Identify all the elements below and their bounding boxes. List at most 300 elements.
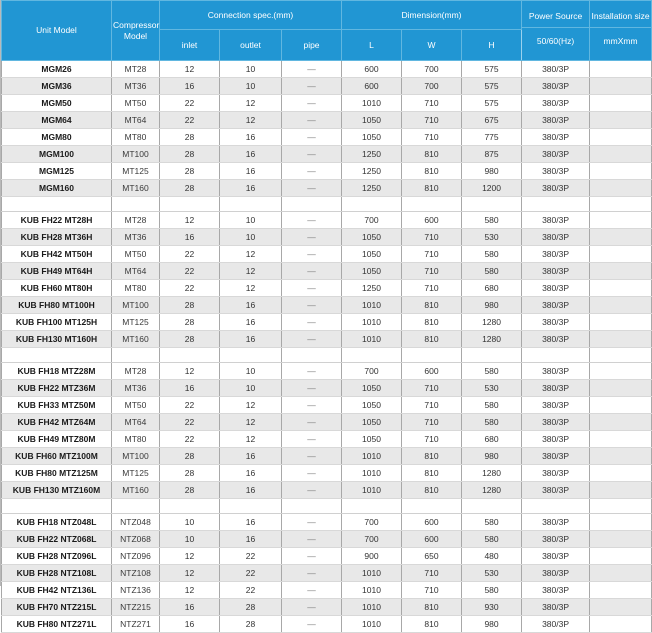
cell-W: 600 [402, 363, 462, 380]
cell-model: MGM36 [2, 78, 112, 95]
cell-H: 580 [462, 263, 522, 280]
cell-H: 530 [462, 380, 522, 397]
cell-H: 580 [462, 397, 522, 414]
cell-outlet: 28 [220, 616, 282, 633]
cell-install [590, 582, 652, 599]
cell-install [590, 129, 652, 146]
separator-cell [282, 348, 342, 363]
cell-W: 700 [402, 78, 462, 95]
header-frequency: 50/60(Hz) [536, 36, 575, 46]
table-row [2, 263, 652, 280]
cell-model: KUB FH100 MT125H [2, 314, 112, 331]
cell-H: 580 [462, 514, 522, 531]
cell-outlet: 16 [220, 297, 282, 314]
cell-pipe: — [282, 397, 342, 414]
cell-pipe: — [282, 180, 342, 197]
unit-specification-table [1, 0, 652, 633]
cell-install [590, 146, 652, 163]
cell-inlet: 28 [160, 129, 220, 146]
cell-compressor: MT100 [112, 146, 160, 163]
cell-model: MGM80 [2, 129, 112, 146]
table-row [2, 78, 652, 95]
cell-install [590, 61, 652, 78]
cell-compressor: MT64 [112, 112, 160, 129]
cell-compressor: MT36 [112, 380, 160, 397]
table-row [2, 548, 652, 565]
cell-W: 710 [402, 397, 462, 414]
cell-compressor: MT50 [112, 95, 160, 112]
table-row [2, 616, 652, 633]
cell-power: 380/3P [522, 229, 590, 246]
table-row [2, 531, 652, 548]
cell-W: 710 [402, 414, 462, 431]
cell-power: 380/3P [522, 129, 590, 146]
cell-outlet: 10 [220, 78, 282, 95]
cell-L: 1010 [342, 465, 402, 482]
cell-inlet: 28 [160, 331, 220, 348]
cell-inlet: 22 [160, 280, 220, 297]
separator-cell [160, 197, 220, 212]
cell-power: 380/3P [522, 582, 590, 599]
cell-W: 710 [402, 280, 462, 297]
cell-outlet: 16 [220, 129, 282, 146]
separator-cell [402, 348, 462, 363]
cell-L: 1050 [342, 112, 402, 129]
cell-outlet: 16 [220, 482, 282, 499]
table-row [2, 229, 652, 246]
cell-outlet: 16 [220, 531, 282, 548]
cell-W: 650 [402, 548, 462, 565]
table-row [2, 431, 652, 448]
cell-power: 380/3P [522, 297, 590, 314]
table-row [2, 280, 652, 297]
cell-H: 575 [462, 61, 522, 78]
cell-W: 810 [402, 163, 462, 180]
cell-pipe: — [282, 95, 342, 112]
cell-model: KUB FH42 MTZ64M [2, 414, 112, 431]
cell-model: KUB FH60 MT80H [2, 280, 112, 297]
header-dimension: Dimension(mm) [342, 1, 522, 30]
cell-L: 1250 [342, 280, 402, 297]
cell-power: 380/3P [522, 548, 590, 565]
header-height: H [462, 30, 522, 61]
cell-H: 675 [462, 112, 522, 129]
cell-power: 380/3P [522, 565, 590, 582]
cell-pipe: — [282, 465, 342, 482]
cell-W: 710 [402, 263, 462, 280]
cell-H: 530 [462, 229, 522, 246]
header-length: L [342, 30, 402, 61]
cell-install [590, 297, 652, 314]
cell-model: MGM64 [2, 112, 112, 129]
cell-install [590, 548, 652, 565]
cell-inlet: 22 [160, 112, 220, 129]
cell-inlet: 28 [160, 297, 220, 314]
cell-model: KUB FH80 NTZ271L [2, 616, 112, 633]
cell-model: KUB FH28 NTZ108L [2, 565, 112, 582]
cell-L: 1050 [342, 431, 402, 448]
cell-compressor: NTZ048 [112, 514, 160, 531]
cell-outlet: 10 [220, 229, 282, 246]
cell-outlet: 22 [220, 582, 282, 599]
cell-compressor: MT36 [112, 78, 160, 95]
cell-pipe: — [282, 565, 342, 582]
cell-pipe: — [282, 414, 342, 431]
separator-cell [462, 348, 522, 363]
cell-compressor: NTZ068 [112, 531, 160, 548]
cell-compressor: MT160 [112, 331, 160, 348]
cell-inlet: 22 [160, 431, 220, 448]
cell-install [590, 565, 652, 582]
cell-outlet: 16 [220, 514, 282, 531]
cell-pipe: — [282, 448, 342, 465]
cell-compressor: NTZ108 [112, 565, 160, 582]
cell-pipe: — [282, 482, 342, 499]
cell-W: 810 [402, 331, 462, 348]
table-row [2, 380, 652, 397]
cell-L: 1050 [342, 263, 402, 280]
header-installation-size-title: Installation size [590, 5, 651, 28]
cell-pipe: — [282, 146, 342, 163]
cell-H: 1200 [462, 180, 522, 197]
cell-W: 700 [402, 61, 462, 78]
cell-power: 380/3P [522, 95, 590, 112]
table-row [2, 180, 652, 197]
block-separator-row [2, 197, 652, 212]
cell-compressor: NTZ136 [112, 582, 160, 599]
cell-inlet: 16 [160, 229, 220, 246]
cell-model: KUB FH80 MTZ125M [2, 465, 112, 482]
cell-model: KUB FH28 NTZ096L [2, 548, 112, 565]
cell-model: KUB FH18 NTZ048L [2, 514, 112, 531]
separator-cell [522, 197, 590, 212]
cell-power: 380/3P [522, 465, 590, 482]
cell-install [590, 163, 652, 180]
separator-cell [2, 499, 112, 514]
table-row [2, 163, 652, 180]
cell-H: 680 [462, 431, 522, 448]
cell-H: 580 [462, 246, 522, 263]
separator-cell [220, 348, 282, 363]
cell-H: 980 [462, 448, 522, 465]
cell-L: 1250 [342, 163, 402, 180]
cell-power: 380/3P [522, 78, 590, 95]
cell-inlet: 22 [160, 414, 220, 431]
cell-H: 775 [462, 129, 522, 146]
cell-compressor: MT100 [112, 297, 160, 314]
cell-power: 380/3P [522, 146, 590, 163]
cell-power: 380/3P [522, 61, 590, 78]
cell-L: 900 [342, 548, 402, 565]
cell-pipe: — [282, 380, 342, 397]
table-row [2, 565, 652, 582]
cell-outlet: 22 [220, 548, 282, 565]
separator-cell [220, 499, 282, 514]
cell-inlet: 12 [160, 61, 220, 78]
separator-cell [112, 348, 160, 363]
cell-compressor: MT50 [112, 397, 160, 414]
cell-inlet: 28 [160, 163, 220, 180]
separator-cell [462, 499, 522, 514]
table-row [2, 465, 652, 482]
cell-inlet: 16 [160, 78, 220, 95]
table-row [2, 146, 652, 163]
cell-power: 380/3P [522, 280, 590, 297]
table-row [2, 112, 652, 129]
separator-cell [282, 499, 342, 514]
cell-install [590, 229, 652, 246]
cell-outlet: 12 [220, 431, 282, 448]
cell-power: 380/3P [522, 380, 590, 397]
table-row [2, 129, 652, 146]
cell-W: 710 [402, 431, 462, 448]
cell-inlet: 28 [160, 482, 220, 499]
cell-model: KUB FH22 NTZ068L [2, 531, 112, 548]
cell-W: 710 [402, 380, 462, 397]
separator-cell [2, 197, 112, 212]
cell-compressor: MT64 [112, 414, 160, 431]
cell-model: MGM125 [2, 163, 112, 180]
cell-model: MGM160 [2, 180, 112, 197]
cell-outlet: 16 [220, 331, 282, 348]
cell-W: 710 [402, 565, 462, 582]
cell-H: 580 [462, 531, 522, 548]
table-row [2, 599, 652, 616]
separator-cell [402, 197, 462, 212]
cell-inlet: 16 [160, 380, 220, 397]
cell-L: 700 [342, 514, 402, 531]
cell-L: 700 [342, 212, 402, 229]
cell-power: 380/3P [522, 448, 590, 465]
cell-H: 980 [462, 616, 522, 633]
cell-model: KUB FH70 NTZ215L [2, 599, 112, 616]
cell-install [590, 397, 652, 414]
separator-cell [402, 499, 462, 514]
table-row [2, 414, 652, 431]
cell-L: 1010 [342, 482, 402, 499]
cell-L: 1010 [342, 582, 402, 599]
cell-inlet: 16 [160, 599, 220, 616]
cell-H: 680 [462, 280, 522, 297]
cell-power: 380/3P [522, 599, 590, 616]
table-row [2, 331, 652, 348]
cell-outlet: 10 [220, 212, 282, 229]
cell-model: KUB FH80 MT100H [2, 297, 112, 314]
cell-power: 380/3P [522, 163, 590, 180]
separator-cell [160, 499, 220, 514]
cell-W: 710 [402, 229, 462, 246]
cell-inlet: 28 [160, 180, 220, 197]
cell-outlet: 16 [220, 314, 282, 331]
cell-install [590, 280, 652, 297]
cell-H: 980 [462, 297, 522, 314]
cell-compressor: MT160 [112, 482, 160, 499]
separator-cell [282, 197, 342, 212]
cell-install [590, 314, 652, 331]
cell-L: 700 [342, 363, 402, 380]
cell-outlet: 16 [220, 163, 282, 180]
header-inlet: inlet [160, 30, 220, 61]
header-width: W [402, 30, 462, 61]
cell-inlet: 22 [160, 246, 220, 263]
cell-outlet: 12 [220, 280, 282, 297]
cell-model: KUB FH42 NTZ136L [2, 582, 112, 599]
cell-inlet: 12 [160, 363, 220, 380]
cell-W: 810 [402, 180, 462, 197]
cell-pipe: — [282, 514, 342, 531]
cell-model: KUB FH33 MTZ50M [2, 397, 112, 414]
cell-pipe: — [282, 129, 342, 146]
cell-pipe: — [282, 163, 342, 180]
cell-inlet: 12 [160, 565, 220, 582]
cell-pipe: — [282, 78, 342, 95]
cell-inlet: 28 [160, 146, 220, 163]
cell-compressor: MT160 [112, 180, 160, 197]
cell-L: 1050 [342, 414, 402, 431]
cell-install [590, 616, 652, 633]
table-row [2, 95, 652, 112]
table-row [2, 212, 652, 229]
cell-compressor: MT28 [112, 212, 160, 229]
cell-compressor: NTZ215 [112, 599, 160, 616]
cell-inlet: 12 [160, 212, 220, 229]
separator-cell [590, 197, 652, 212]
cell-W: 810 [402, 465, 462, 482]
cell-compressor: MT28 [112, 363, 160, 380]
cell-power: 380/3P [522, 363, 590, 380]
table-body [2, 61, 652, 633]
cell-model: KUB FH49 MT64H [2, 263, 112, 280]
cell-inlet: 28 [160, 448, 220, 465]
cell-inlet: 22 [160, 263, 220, 280]
cell-install [590, 78, 652, 95]
cell-compressor: MT100 [112, 448, 160, 465]
table-row [2, 363, 652, 380]
cell-install [590, 531, 652, 548]
cell-H: 1280 [462, 482, 522, 499]
cell-L: 1050 [342, 129, 402, 146]
cell-model: KUB FH130 MT160H [2, 331, 112, 348]
cell-inlet: 22 [160, 397, 220, 414]
cell-L: 1010 [342, 314, 402, 331]
cell-pipe: — [282, 314, 342, 331]
header-power-source [522, 1, 590, 61]
cell-pipe: — [282, 599, 342, 616]
cell-compressor: MT64 [112, 263, 160, 280]
table-row [2, 397, 652, 414]
cell-install [590, 212, 652, 229]
cell-inlet: 16 [160, 616, 220, 633]
cell-L: 600 [342, 61, 402, 78]
cell-install [590, 599, 652, 616]
cell-pipe: — [282, 363, 342, 380]
cell-inlet: 10 [160, 531, 220, 548]
cell-power: 380/3P [522, 397, 590, 414]
cell-install [590, 465, 652, 482]
cell-H: 875 [462, 146, 522, 163]
cell-outlet: 16 [220, 146, 282, 163]
cell-power: 380/3P [522, 212, 590, 229]
cell-H: 580 [462, 363, 522, 380]
cell-pipe: — [282, 582, 342, 599]
cell-install [590, 431, 652, 448]
separator-cell [220, 197, 282, 212]
cell-install [590, 263, 652, 280]
header-pipe: pipe [282, 30, 342, 61]
cell-power: 380/3P [522, 431, 590, 448]
cell-power: 380/3P [522, 180, 590, 197]
block-separator-row [2, 499, 652, 514]
cell-W: 600 [402, 514, 462, 531]
cell-W: 810 [402, 482, 462, 499]
cell-pipe: — [282, 61, 342, 78]
cell-install [590, 414, 652, 431]
cell-inlet: 10 [160, 514, 220, 531]
cell-inlet: 28 [160, 465, 220, 482]
cell-pipe: — [282, 616, 342, 633]
cell-W: 810 [402, 146, 462, 163]
cell-W: 710 [402, 582, 462, 599]
cell-model: KUB FH22 MT28H [2, 212, 112, 229]
cell-pipe: — [282, 297, 342, 314]
cell-outlet: 16 [220, 448, 282, 465]
cell-install [590, 180, 652, 197]
cell-model: KUB FH22 MTZ36M [2, 380, 112, 397]
cell-compressor: MT80 [112, 280, 160, 297]
separator-cell [160, 348, 220, 363]
cell-compressor: MT125 [112, 314, 160, 331]
cell-outlet: 12 [220, 95, 282, 112]
cell-pipe: — [282, 280, 342, 297]
cell-compressor: MT50 [112, 246, 160, 263]
cell-inlet: 12 [160, 548, 220, 565]
cell-H: 480 [462, 548, 522, 565]
cell-L: 1050 [342, 229, 402, 246]
cell-outlet: 10 [220, 363, 282, 380]
cell-H: 575 [462, 78, 522, 95]
header-power-source-title: Power Source [522, 5, 589, 28]
table-row [2, 246, 652, 263]
cell-L: 700 [342, 531, 402, 548]
cell-W: 710 [402, 129, 462, 146]
cell-model: KUB FH60 MTZ100M [2, 448, 112, 465]
cell-H: 580 [462, 212, 522, 229]
cell-pipe: — [282, 229, 342, 246]
cell-model: MGM100 [2, 146, 112, 163]
cell-outlet: 16 [220, 180, 282, 197]
cell-W: 710 [402, 112, 462, 129]
header-compressor-model: Compressor Model [112, 1, 160, 61]
cell-pipe: — [282, 112, 342, 129]
cell-compressor: MT80 [112, 129, 160, 146]
cell-compressor: NTZ096 [112, 548, 160, 565]
cell-L: 1010 [342, 448, 402, 465]
separator-cell [522, 348, 590, 363]
cell-compressor: MT28 [112, 61, 160, 78]
cell-install [590, 363, 652, 380]
table-row [2, 482, 652, 499]
cell-power: 380/3P [522, 112, 590, 129]
cell-install [590, 112, 652, 129]
cell-pipe: — [282, 531, 342, 548]
cell-install [590, 482, 652, 499]
table-row [2, 514, 652, 531]
cell-W: 600 [402, 531, 462, 548]
cell-inlet: 22 [160, 95, 220, 112]
cell-power: 380/3P [522, 514, 590, 531]
cell-outlet: 12 [220, 263, 282, 280]
separator-cell [590, 499, 652, 514]
